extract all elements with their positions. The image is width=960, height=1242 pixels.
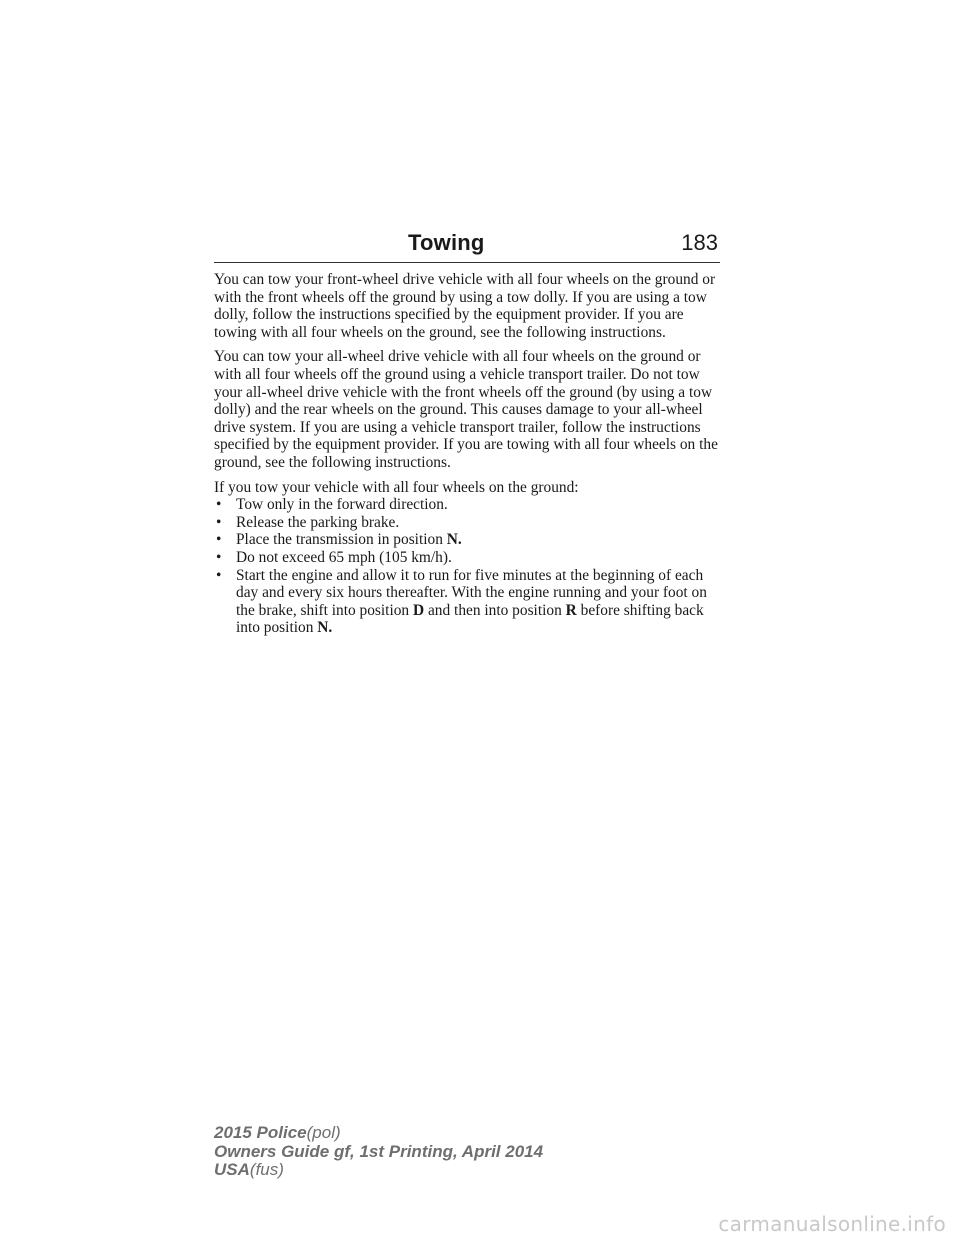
paragraph-front-wheel-drive: You can tow your front-wheel drive vehicle with all four wheels on the ground or with the front wheels off the ground by using a tow dolly. If you are using a tow dolly, follow the instructions specified by the equipment provider. If you are towing with all four wheels on the ground, see the following instructions. [214, 271, 716, 341]
section-title: Towing [408, 230, 485, 255]
paragraph-all-wheel-drive: You can tow your all-wheel drive vehicle with all four wheels on the ground or with all four wheels off the ground using a vehicle transport trailer. Do not tow your all-wheel drive vehicle with the front wheels off the ground (by using a tow dolly) and the rear wheels on the ground. This causes damage to your all-wheel drive system. If you are using a vehicle transport trailer, follow the instructions specified by the equipment provider. If you are towing with all four wheels on the ground, see the following instructions. [214, 348, 718, 471]
gear-position-label: D [412, 601, 425, 619]
list-item-text: and then into position [427, 601, 562, 619]
bullet-icon: • [216, 548, 222, 566]
list-item-text: Do not exceed 65 mph (105 km/h). [236, 548, 452, 566]
page-number: 183 [681, 230, 718, 255]
footer-model: 2015 Police [214, 1123, 307, 1142]
footer-model-code: (pol) [306, 1123, 341, 1142]
list-item [214, 549, 724, 567]
page-header [214, 226, 720, 263]
bullet-icon: • [216, 566, 222, 584]
list-item [214, 496, 724, 514]
bullet-icon: • [216, 513, 222, 531]
footer-line [214, 1161, 543, 1180]
bullet-icon: • [216, 496, 222, 514]
list-item [214, 531, 724, 549]
list-item-text: Tow only in the forward direction. [236, 496, 448, 514]
list-item-text: Release the parking brake. [236, 513, 400, 531]
document-footer [214, 1124, 543, 1180]
list-item [214, 514, 724, 532]
gear-position-label: N. [446, 531, 462, 549]
body-text [214, 271, 724, 637]
footer-line [214, 1143, 543, 1162]
list-item-text: before shifting back into position [236, 601, 704, 637]
footer-market-code: (fus) [249, 1160, 284, 1179]
paragraph-bullets-intro: If you tow your vehicle with all four wheels on the ground: [214, 478, 579, 496]
footer-edition: Owners Guide gf, 1st Printing, April 2014 [214, 1141, 544, 1161]
towing-steps-list [214, 496, 724, 637]
list-item [214, 567, 724, 637]
watermark-text: carmanualsonline.info [718, 1212, 946, 1236]
list-item-text: Start the engine and allow it to run for five minutes at the beginning of each day and every six hours thereafter. With the engine running and your foot on the brake, shift into position [236, 566, 707, 619]
gear-position-label: R [565, 601, 577, 619]
list-item-text: Place the transmission in position [236, 531, 443, 549]
gear-position-label: N. [317, 619, 333, 637]
footer-market: USA [214, 1160, 250, 1179]
footer-line [214, 1124, 543, 1143]
bullet-icon: • [216, 531, 222, 549]
